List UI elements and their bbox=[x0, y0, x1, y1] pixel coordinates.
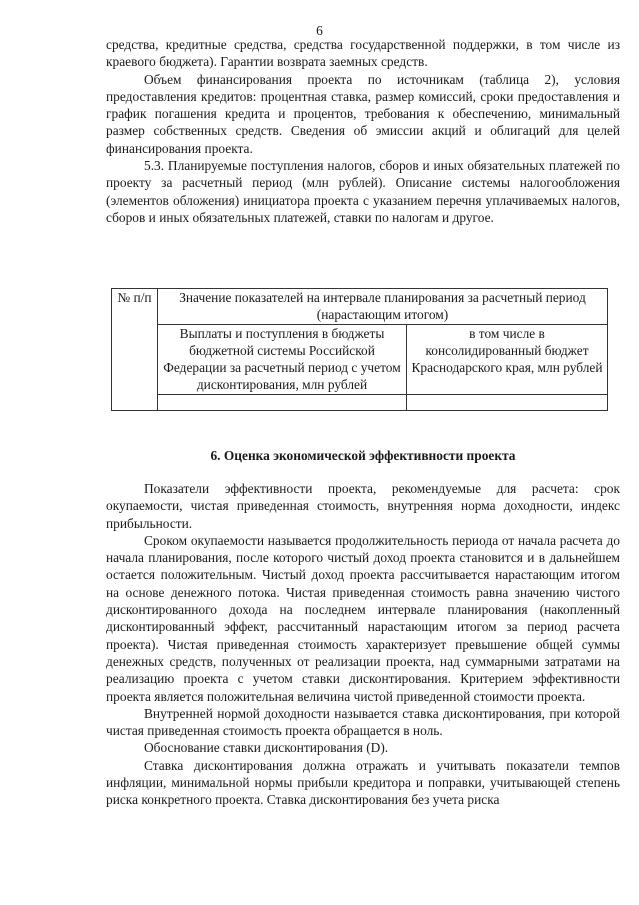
paragraph: Объем финансирования проекта по источникам (таблица 2), условия предоставления кредитов: процентная ставка, размер комиссий, сроки предоставления и график погашения кредита и процентов, требования к обеспечению, минимальный размер собственных средств. Сведения об эмиссии акций и облигаций для целей финансирования проекта. bbox=[106, 71, 620, 156]
table-header-budget-payments: Выплаты и поступления в бюджеты бюджетной системы Российской Федерации за расчетный период с учетом дисконтирования, млн рублей bbox=[158, 324, 407, 394]
page-number: 6 bbox=[316, 23, 323, 38]
paragraph: Сроком окупаемости называется продолжительность периода от начала расчета до начала планирования, после которого чистый доход проекта становится и в дальнейшем остается положительным. Чистый доход проекта рассчитывается нарастающим итогом на основе денежного потока. Чистая приведенная стоимость равна значению чистого дисконтированного дохода на последнем интервале планирования (накопленный дисконтированный эффект, рассчитанный нарастающим итогом за период расчета проекта). Чистая приведенная стоимость характеризует превышение общей суммы денежных средств, полученных от реализации проекта, над суммарными затратами на реализацию проекта с учетом ставки дисконтирования. Критерием эффективности проекта является положительная величина чистой приведенной стоимости проекта. bbox=[106, 532, 620, 704]
table-empty-cell bbox=[158, 394, 407, 410]
tax-payments-table bbox=[111, 288, 608, 411]
table-header-krasnodar-budget: в том числе в консолидированный бюджет Краснодарского края, млн рублей bbox=[407, 324, 608, 394]
paragraph: Ставка дисконтирования должна отражать и учитывать показатели темпов инфляции, минимальной нормы прибыли кредитора и поправки, учитывающей степень риска конкретного проекта. Ставка дисконтирования без учета риска bbox=[106, 757, 620, 808]
bottom-text-block bbox=[106, 480, 620, 809]
top-text-block bbox=[106, 36, 620, 226]
paragraph: Показатели эффективности проекта, рекомендуемые для расчета: срок окупаемости, чистая приведенная стоимость, внутренняя норма доходности, индекс прибыльности. bbox=[106, 481, 620, 531]
paragraph: средства, кредитные средства, средства государственной поддержки, в том числе из краевого бюджета). Гарантии возврата заемных средств. bbox=[106, 37, 620, 70]
paragraph: 5.3. Планируемые поступления налогов, сборов и иных обязательных платежей по проекту за расчетный период (млн рублей). Описание системы налогообложения (элементов обложения) инициатора проекта с указанием перечня уплачиваемых налогов, сборов и иных обязательных платежей, ставки по налогам и другое. bbox=[106, 158, 620, 225]
paragraph: Обоснование ставки дисконтирования (D). bbox=[144, 740, 389, 756]
section-heading: 6. Оценка экономической эффективности проекта bbox=[210, 448, 516, 463]
table-header-number: № п/п bbox=[112, 289, 158, 411]
table-empty-cell bbox=[407, 394, 608, 410]
paragraph: Внутренней нормой доходности называется ставка дисконтирования, при которой чистая приведенная стоимость проекта обращается в ноль. bbox=[106, 705, 620, 739]
table-group-header: Значение показателей на интервале планирования за расчетный период (нарастающим итогом) bbox=[158, 289, 608, 325]
